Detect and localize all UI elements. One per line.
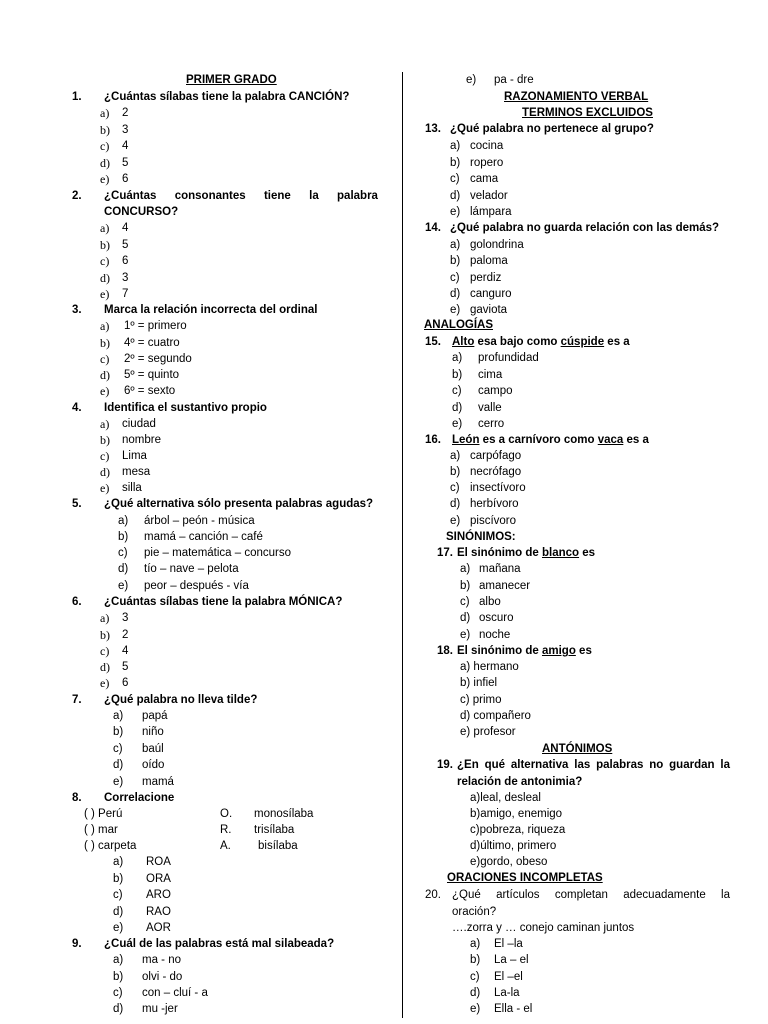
option-text: profundidad: [478, 352, 539, 364]
q5-text: ¿Qué alternativa sólo presenta palabras agudas?: [104, 498, 374, 510]
option-letter: b): [470, 954, 481, 966]
option-letter: a): [118, 515, 129, 527]
option-letter: c): [100, 352, 110, 366]
option-letter: b): [100, 433, 110, 447]
option-text: mesa: [122, 466, 151, 478]
option-letter: d): [113, 759, 124, 771]
option-letter: a): [100, 417, 110, 431]
option-text: pie – matemática – concurso: [144, 547, 292, 559]
option-letter: a): [470, 938, 481, 950]
option-text: c) primo: [460, 694, 502, 706]
option-letter: b): [113, 726, 124, 738]
option-letter: c): [113, 987, 123, 999]
word: adecuadamente: [623, 889, 706, 901]
q7-number: 7.: [72, 694, 82, 706]
option-letter: c): [113, 889, 123, 901]
q8-text: Correlacione: [104, 792, 175, 804]
option-text: d)último, primero: [470, 840, 557, 852]
q18-post: es: [575, 645, 592, 657]
option-text: piscívoro: [470, 515, 517, 527]
option-text: herbívoro: [470, 498, 519, 510]
option-letter: b): [113, 971, 124, 983]
match-letter: O.: [220, 808, 233, 820]
word: palabras: [596, 759, 644, 771]
match-right-item: bisílaba: [258, 840, 298, 852]
word: alternativa: [510, 759, 569, 771]
word: las: [574, 759, 591, 771]
section-heading-verbal: RAZONAMIENTO VERBAL: [504, 91, 649, 103]
word: qué: [484, 759, 506, 771]
option-text: valle: [478, 402, 502, 414]
option-letter: b): [113, 873, 124, 885]
option-letter: d): [470, 987, 481, 999]
option-letter: d): [452, 402, 463, 414]
option-text: a) hermano: [460, 661, 519, 673]
option-text: 7: [122, 288, 129, 300]
q2-text-line1: [104, 189, 378, 203]
option-text: cama: [470, 173, 499, 185]
q15-number: 15.: [425, 336, 441, 348]
word: guardan: [669, 759, 715, 771]
option-text: 6: [122, 173, 129, 185]
q6-number: 6.: [72, 596, 82, 608]
option-letter: c): [100, 139, 110, 153]
q15-end: es a: [604, 336, 630, 348]
option-text: 2: [122, 107, 129, 119]
word: la: [720, 759, 730, 771]
option-text: 4º = cuatro: [124, 337, 180, 349]
option-letter: d): [100, 465, 110, 479]
option-letter: c): [470, 971, 480, 983]
option-text: 3: [122, 272, 129, 284]
option-text: necrófago: [470, 466, 522, 478]
q17-text: [457, 546, 595, 560]
q20-text-line2: oración?: [452, 906, 497, 918]
option-text: cocina: [470, 140, 504, 152]
q14-number: 14.: [425, 222, 441, 234]
q16-number: 16.: [425, 434, 441, 446]
option-letter: c): [100, 254, 110, 268]
option-text: 3: [122, 124, 129, 136]
option-letter: e): [100, 384, 110, 398]
option-text: canguro: [470, 288, 512, 300]
option-text: ropero: [470, 157, 504, 169]
option-text: ORA: [146, 873, 171, 885]
option-text: velador: [470, 190, 508, 202]
option-letter: d): [118, 563, 129, 575]
option-text: mañana: [479, 563, 521, 575]
option-text: 6º = sexto: [124, 385, 176, 397]
match-left-item: ( ) Perú: [84, 808, 123, 820]
page-title: PRIMER GRADO: [186, 74, 277, 86]
option-letter: d): [113, 906, 124, 918]
word: completan: [554, 889, 608, 901]
option-text: papá: [142, 710, 168, 722]
q3-text: Marca la relación incorrecta del ordinal: [104, 304, 318, 316]
q13-text: ¿Qué palabra no pertenece al grupo?: [450, 123, 654, 135]
match-left-item: ( ) carpeta: [84, 840, 137, 852]
option-letter: d): [100, 368, 110, 382]
q16-word2: vaca: [597, 434, 624, 446]
option-letter: d): [113, 1003, 124, 1015]
q20-number: 20.: [425, 889, 441, 901]
q17-post: es: [579, 547, 596, 559]
q4-number: 4.: [72, 402, 82, 414]
option-letter: d): [450, 190, 461, 202]
section-heading-analogies: ANALOGÍAS: [424, 319, 493, 331]
option-letter: b): [450, 466, 461, 478]
option-letter: a): [113, 856, 124, 868]
q15-text: [452, 335, 630, 349]
option-letter: c): [450, 482, 460, 494]
option-text: mamá – canción – café: [144, 531, 263, 543]
option-text: 1º = primero: [124, 320, 187, 332]
option-letter: e): [113, 776, 124, 788]
option-text: olvi - do: [142, 971, 183, 983]
option-text: amanecer: [479, 580, 531, 592]
word: palabra: [337, 190, 378, 202]
q19-text-line2: relación de antonimia?: [457, 776, 583, 788]
option-letter: b): [118, 531, 129, 543]
option-letter: d): [450, 288, 461, 300]
option-letter: a): [452, 352, 463, 364]
q17-number: 17.: [437, 547, 453, 559]
option-text: mu -jer: [142, 1003, 178, 1015]
option-text: 5: [122, 661, 129, 673]
option-letter: b): [452, 369, 463, 381]
option-text: insectívoro: [470, 482, 526, 494]
match-left-item: ( ) mar: [84, 824, 118, 836]
option-text: oscuro: [479, 612, 514, 624]
option-letter: e): [466, 74, 477, 86]
option-letter: a): [100, 106, 110, 120]
option-letter: e): [460, 629, 471, 641]
option-letter: b): [100, 628, 110, 642]
word: ¿En: [457, 759, 479, 771]
option-text: 4: [122, 140, 129, 152]
option-letter: c): [452, 385, 462, 397]
q15-word1: Alto: [452, 336, 475, 348]
option-text: 6: [122, 255, 129, 267]
option-text: 2: [122, 629, 129, 641]
option-letter: b): [460, 580, 471, 592]
option-letter: a): [450, 140, 461, 152]
option-text: 3: [122, 612, 129, 624]
option-text: 5º = quinto: [124, 369, 180, 381]
option-text: cima: [478, 369, 503, 381]
option-letter: a): [100, 319, 110, 333]
q15-middle: esa bajo como: [474, 336, 561, 348]
option-text: peor – después - vía: [144, 580, 249, 592]
option-letter: b): [100, 123, 110, 137]
option-text: AOR: [146, 922, 171, 934]
option-text: 5: [122, 157, 129, 169]
q14-text: ¿Qué palabra no guarda relación con las demás?: [450, 222, 720, 234]
word: tiene: [263, 190, 291, 202]
option-text: El –el: [494, 971, 523, 983]
q8-number: 8.: [72, 792, 82, 804]
option-letter: e): [450, 206, 461, 218]
option-text: carpófago: [470, 450, 522, 462]
section-heading-excluded: TERMINOS EXCLUIDOS: [522, 107, 653, 119]
option-text: b)amigo, enemigo: [470, 808, 563, 820]
match-letter: A.: [220, 840, 231, 852]
option-letter: e): [100, 481, 110, 495]
option-text: RAO: [146, 906, 171, 918]
q16-middle: es a carnívoro como: [479, 434, 598, 446]
word: ¿Qué: [452, 889, 481, 901]
option-text: ma - no: [142, 954, 181, 966]
q18-word: amigo: [541, 645, 576, 657]
option-letter: a): [460, 563, 471, 575]
option-text: 4: [122, 222, 129, 234]
option-letter: c): [100, 449, 110, 463]
word: consonantes: [174, 190, 246, 202]
option-text: baúl: [142, 743, 164, 755]
q7-text: ¿Qué palabra no lleva tilde?: [104, 694, 258, 706]
option-text: d) compañero: [460, 710, 531, 722]
option-letter: d): [450, 498, 461, 510]
q1-number: 1.: [72, 91, 82, 103]
q13-number: 13.: [425, 123, 441, 135]
option-text: 5: [122, 239, 129, 251]
option-letter: e): [452, 418, 463, 430]
q17-word: blanco: [541, 547, 580, 559]
option-text: paloma: [470, 255, 508, 267]
word: ¿Cuántas: [104, 190, 157, 202]
word: no: [649, 759, 664, 771]
option-text: a)leal, desleal: [470, 792, 541, 804]
option-letter: e): [118, 580, 129, 592]
option-text: 2º = segundo: [124, 353, 192, 365]
option-letter: c): [118, 547, 128, 559]
option-text: golondrina: [470, 239, 524, 251]
option-text: mamá: [142, 776, 174, 788]
section-heading-antonyms: ANTÓNIMOS: [542, 743, 613, 755]
option-text: ROA: [146, 856, 171, 868]
option-letter: a): [100, 221, 110, 235]
option-letter: c): [113, 743, 123, 755]
option-text: lámpara: [470, 206, 512, 218]
option-letter: d): [100, 660, 110, 674]
option-letter: a): [113, 954, 124, 966]
option-text: ciudad: [122, 418, 156, 430]
option-text: e) profesor: [460, 726, 516, 738]
q2-number: 2.: [72, 190, 82, 202]
option-text: e)gordo, obeso: [470, 856, 548, 868]
option-text: tío – nave – pelota: [144, 563, 239, 575]
option-text: El –la: [494, 938, 523, 950]
section-heading-incomplete-sentences: ORACIONES INCOMPLETAS: [447, 872, 603, 884]
option-text: Lima: [122, 450, 147, 462]
q20-text-line1: [452, 888, 730, 902]
option-letter: d): [100, 156, 110, 170]
option-letter: b): [100, 336, 110, 350]
option-letter: c): [450, 272, 460, 284]
q9-text: ¿Cuál de las palabras está mal silabeada?: [104, 938, 335, 950]
option-text: gaviota: [470, 304, 508, 316]
option-text: c)pobreza, riqueza: [470, 824, 566, 836]
option-text: silla: [122, 482, 142, 494]
match-right-item: monosílaba: [254, 808, 314, 820]
option-text: 6: [122, 677, 129, 689]
option-letter: e): [113, 922, 124, 934]
option-letter: d): [100, 271, 110, 285]
option-text: noche: [479, 629, 511, 641]
option-letter: a): [113, 710, 124, 722]
word: artículos: [496, 889, 540, 901]
column-divider: [402, 72, 403, 1018]
option-letter: b): [450, 157, 461, 169]
option-letter: c): [100, 644, 110, 658]
q19-number: 19.: [437, 759, 453, 771]
q1-text: ¿Cuántas sílabas tiene la palabra CANCIÓN?: [104, 91, 350, 103]
option-letter: a): [100, 611, 110, 625]
option-letter: e): [100, 676, 110, 690]
option-text: La – el: [494, 954, 529, 966]
option-letter: b): [450, 255, 461, 267]
option-letter: a): [450, 239, 461, 251]
q15-word2: cúspide: [560, 336, 605, 348]
option-text: b) infiel: [460, 677, 498, 689]
match-right-item: trisílaba: [254, 824, 295, 836]
word: la: [309, 190, 319, 202]
option-letter: e): [450, 515, 461, 527]
option-text: niño: [142, 726, 164, 738]
q16-word1: León: [452, 434, 480, 446]
option-text: Ella - el: [494, 1003, 533, 1015]
q9-number: 9.: [72, 938, 82, 950]
option-letter: e): [470, 1003, 481, 1015]
option-text: albo: [479, 596, 501, 608]
match-letter: R.: [220, 824, 232, 836]
option-letter: a): [450, 450, 461, 462]
q6-text: ¿Cuántas sílabas tiene la palabra MÓNICA?: [104, 596, 343, 608]
option-letter: e): [100, 287, 110, 301]
option-text: árbol – peón - música: [144, 515, 255, 527]
option-letter: c): [450, 173, 460, 185]
option-text: campo: [478, 385, 513, 397]
option-letter: b): [100, 238, 110, 252]
q20-sentence: ….zorra y … conejo caminan juntos: [452, 922, 635, 934]
q19-text-line1: [457, 758, 730, 772]
option-text: La-la: [494, 987, 520, 999]
q16-text: [452, 433, 649, 447]
word: la: [721, 889, 730, 901]
option-text: perdiz: [470, 272, 502, 284]
option-text: 4: [122, 645, 129, 657]
q17-pre: El sinónimo de: [457, 547, 542, 559]
option-text: oído: [142, 759, 165, 771]
q2-text-line2: CONCURSO?: [104, 206, 179, 218]
q4-text: Identifica el sustantivo propio: [104, 402, 267, 414]
q16-end: es a: [623, 434, 649, 446]
option-letter: e): [100, 172, 110, 186]
q5-number: 5.: [72, 498, 82, 510]
option-text: con – cluí - a: [142, 987, 208, 999]
q18-number: 18.: [437, 645, 453, 657]
section-heading-synonyms: SINÓNIMOS:: [446, 531, 516, 543]
option-text: pa - dre: [494, 74, 534, 86]
option-letter: e): [450, 304, 461, 316]
option-text: ARO: [146, 889, 171, 901]
option-letter: d): [460, 612, 471, 624]
option-text: cerro: [478, 418, 505, 430]
option-letter: c): [460, 596, 470, 608]
q3-number: 3.: [72, 304, 82, 316]
option-text: nombre: [122, 434, 161, 446]
q18-pre: El sinónimo de: [457, 645, 542, 657]
q18-text: [457, 644, 592, 658]
